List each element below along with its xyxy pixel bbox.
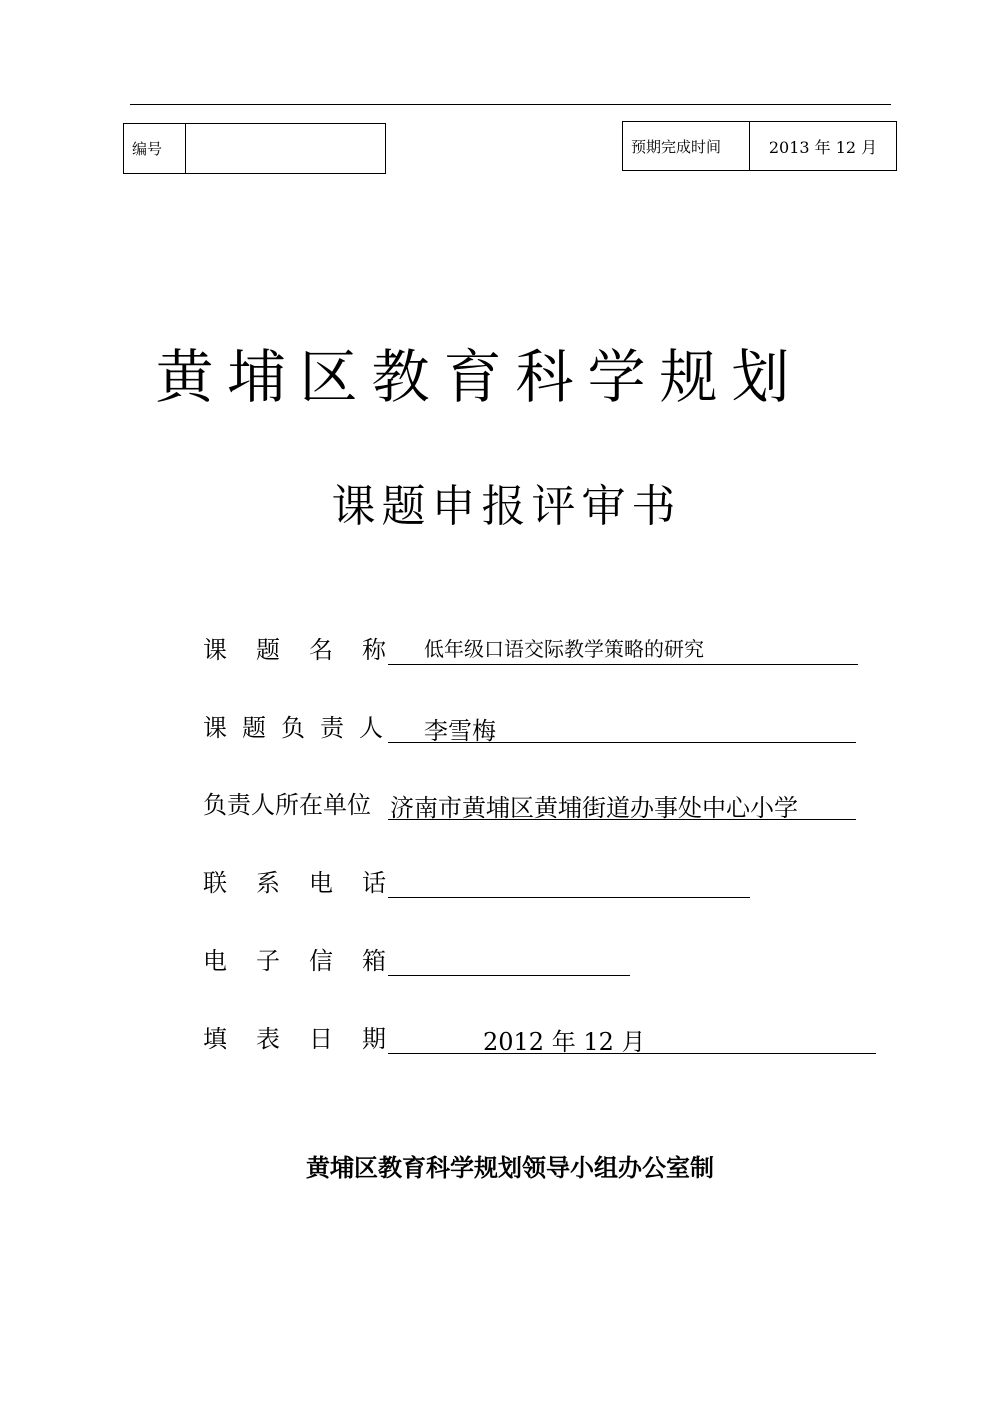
field-value (388, 944, 630, 976)
number-label: 编号 (124, 124, 186, 174)
field-label: 课题负责人 (203, 714, 398, 742)
main-title: 黄埔区教育科学规划 (155, 343, 804, 411)
field-fill-date (203, 1014, 876, 1054)
field-leader-unit (203, 780, 856, 820)
field-label: 负责人所在单位 (203, 791, 371, 819)
field-label: 填表日期 (203, 1025, 415, 1053)
field-value (388, 866, 750, 898)
field-value: 低年级口语交际教学策略的研究 (388, 633, 858, 665)
field-topic-leader (203, 703, 856, 743)
footer-issuer: 黄埔区教育科学规划领导小组办公室制 (306, 1154, 714, 1182)
field-topic-name (203, 625, 858, 665)
field-value: 李雪梅 (388, 711, 856, 743)
number-table (123, 123, 386, 174)
field-value: 济南市黄埔区黄埔街道办事处中心小学 (388, 788, 856, 820)
field-email (203, 936, 630, 976)
field-label: 课题名称 (203, 636, 415, 664)
number-value (186, 124, 386, 174)
completion-table (622, 121, 897, 171)
field-label: 联系电话 (203, 869, 415, 897)
header-rule (130, 104, 891, 105)
field-value: 2012 年 12 月 (388, 1022, 876, 1054)
field-label: 电子信箱 (203, 947, 415, 975)
expected-completion-label: 预期完成时间 (623, 122, 750, 171)
subtitle: 课题申报评审书 (331, 481, 682, 532)
expected-completion-value: 2013 年 12 月 (750, 122, 897, 171)
field-phone (203, 858, 750, 898)
